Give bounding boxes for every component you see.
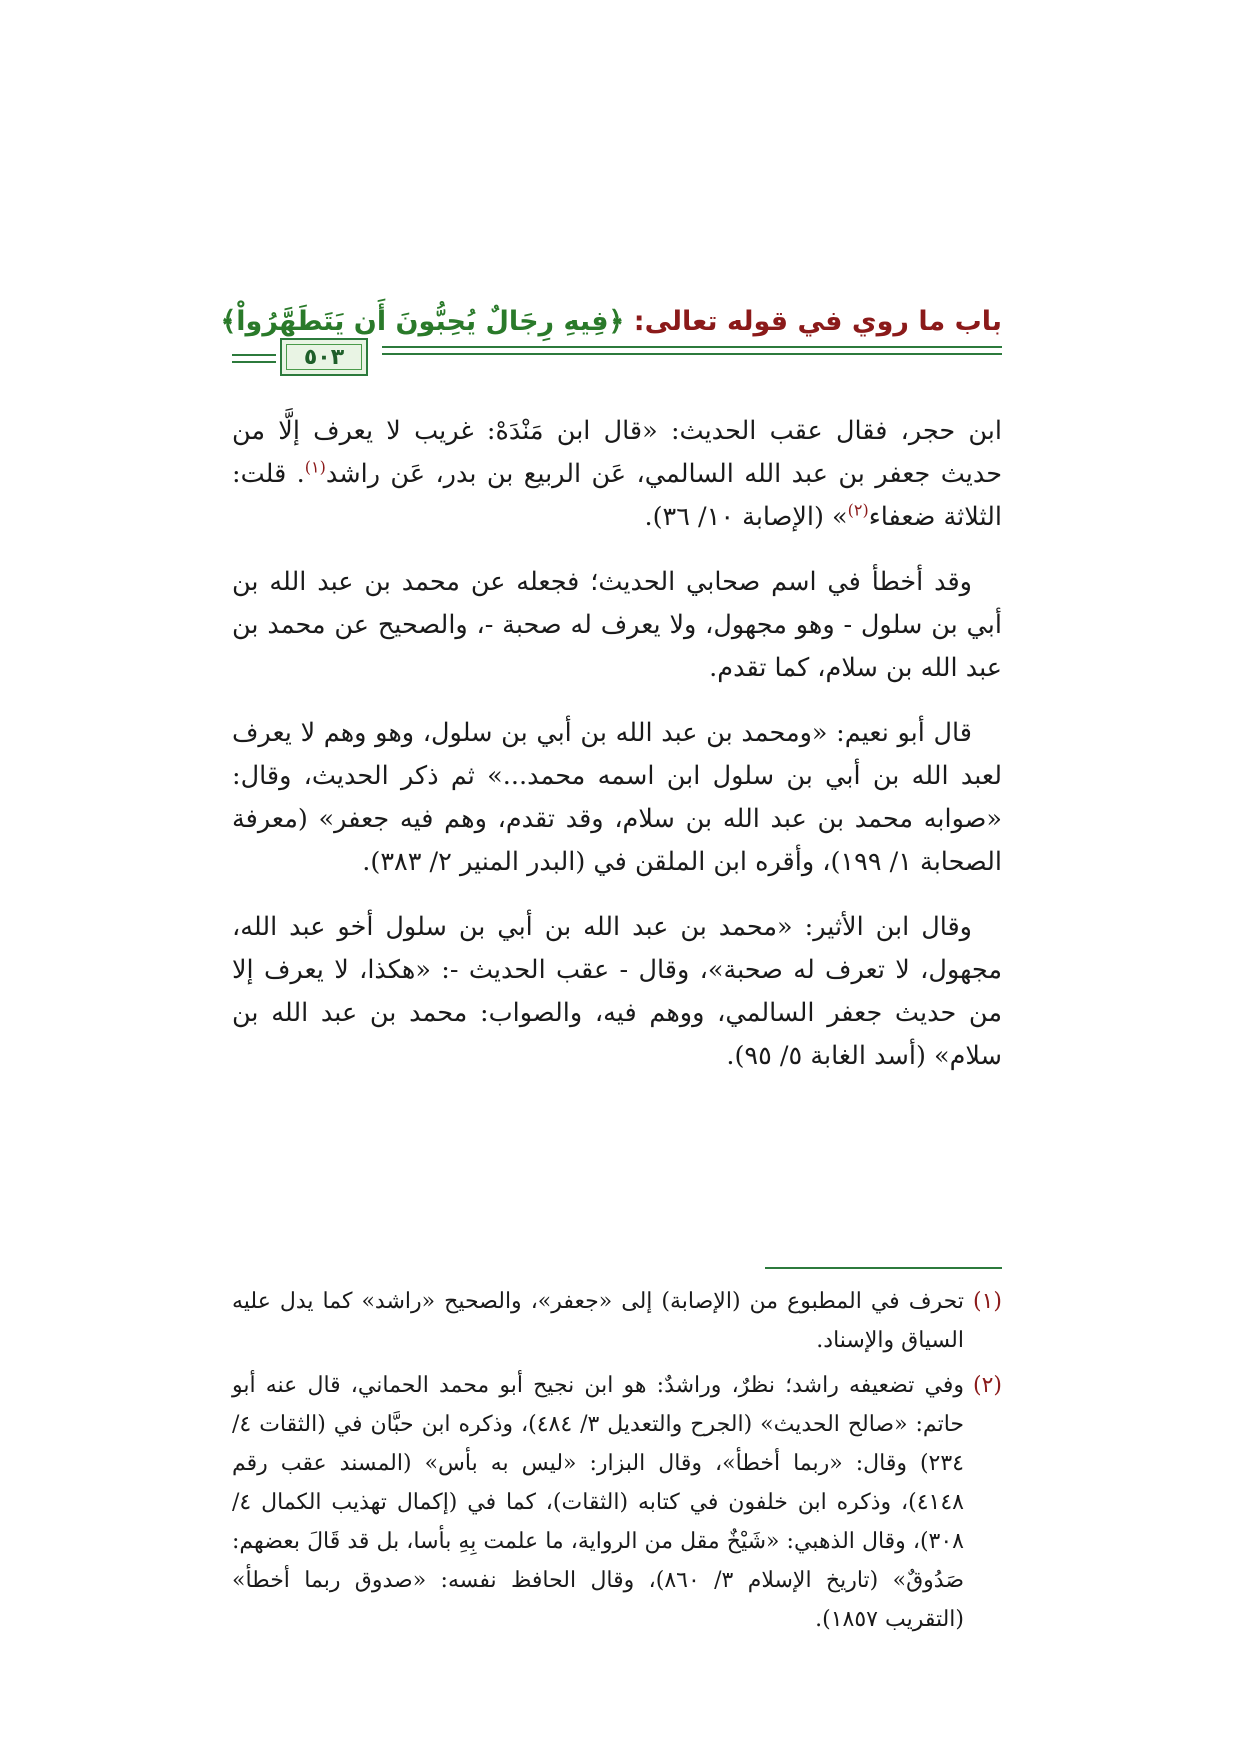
- footnote-ref-1: (١): [304, 457, 326, 477]
- footnote-1: [232, 1282, 1002, 1360]
- footnote-2: [232, 1366, 1002, 1639]
- footnote-separator: [765, 1267, 1002, 1269]
- paragraph-1-text-a: ابن حجر، فقال عقب الحديث: «قال ابن مَنْدَهْ: غريب لا يعرف إلَّا من حديث جعفر بن عبد الله السالمي، عَن الربيع بن بدر، عَن راشد: [232, 416, 1002, 489]
- quran-verse: ﴿فِيهِ رِجَالٌ يُحِبُّونَ أَن يَتَطَهَّرُواْ﴾: [220, 306, 625, 337]
- paragraph-4: وقال ابن الأثير: «محمد بن عبد الله بن أبي بن سلول أخو عبد الله، مجهول، لا تعرف له صحبة»، وقال - عقب الحديث -: «هكذا، لا يعرف إلا من حديث جعفر السالمي، ووهم فيه، والصواب: محمد بن عبد الله بن سلام» (أسد الغابة ٥/ ٩٥).: [232, 912, 1002, 1071]
- paragraph-3: قال أبو نعيم: «ومحمد بن عبد الله بن أبي بن سلول، وهو وهم لا يعرف لعبد الله بن أبي بن سلول ابن اسمه محمد...» ثم ذكر الحديث، وقال: «صوابه محمد بن عبد الله بن سلام، وقد تقدم، وهم فيه جعفر» (معرفة الصحابة ١/ ١٩٩)، وأقره ابن الملقن في (البدر المنير ٢/ ٣٨٣).: [232, 718, 1002, 877]
- footnotes: [232, 1282, 1002, 1645]
- header-rule-top: [382, 346, 1002, 348]
- footnote-number: (١): [972, 1289, 1002, 1314]
- paragraph-2: وقد أخطأ في اسم صحابي الحديث؛ فجعله عن محمد بن عبد الله بن أبي بن سلول - وهو مجهول، ولا يعرف له صحبة -، والصحيح عن محمد بن عبد الله بن سلام، كما تقدم.: [232, 567, 1002, 683]
- page-number-badge: [280, 338, 368, 376]
- footnote-text: وفي تضعيفه راشد؛ نظرٌ، وراشدٌ: هو ابن نجيح أبو محمد الحماني، قال عنه أبو حاتم: «صالح الحديث» (الجرح والتعديل ٣/ ٤٨٤)، وذكره ابن حبَّان في (الثقات ٤/ ٢٣٤) وقال: «ربما أخطأ»، وقال البزار: «ليس به بأس» (المسند عقب رقم ٤١٤٨)، وذكره ابن خلفون في كتابه (الثقات)، كما في (إكمال تهذيب الكمال ٤/ ٣٠٨)، وقال الذهبي: «شَيْخٌ مقل من الرواية، ما علمت بِهِ بأسا، بل قد قَالَ بعضهم: صَدُوقٌ» (تاريخ الإسلام ٣/ ٨٦٠)، وقال الحافظ نفسه: «صدوق ربما أخطأ» (التقريب ١٨٥٧).: [232, 1373, 964, 1632]
- paragraph-1: [232, 410, 1002, 539]
- page-number: ٥٠٣: [303, 344, 345, 370]
- footnote-ref-2: (٢): [847, 500, 869, 520]
- chapter-title: [220, 306, 1002, 337]
- paragraph-1-text-b: . قلت: الثلاثة ضعفاء: [232, 459, 1002, 532]
- chapter-title-prefix: باب ما روي في قوله تعالى:: [633, 306, 1002, 337]
- header-rule-left-bottom: [232, 361, 276, 363]
- header-rule-bottom: [382, 353, 1002, 355]
- paragraph-1-text-c: » (الإصابة ١٠/ ٣٦).: [644, 502, 848, 532]
- footnote-number: (٢): [972, 1373, 1002, 1398]
- main-text: [232, 410, 1002, 1100]
- footnote-text: تحرف في المطبوع من (الإصابة) إلى «جعفر»، والصحيح «راشد» كما يدل عليه السياق والإسناد.: [232, 1289, 964, 1353]
- header-rule-left-top: [232, 354, 276, 356]
- page-header: [220, 300, 1002, 380]
